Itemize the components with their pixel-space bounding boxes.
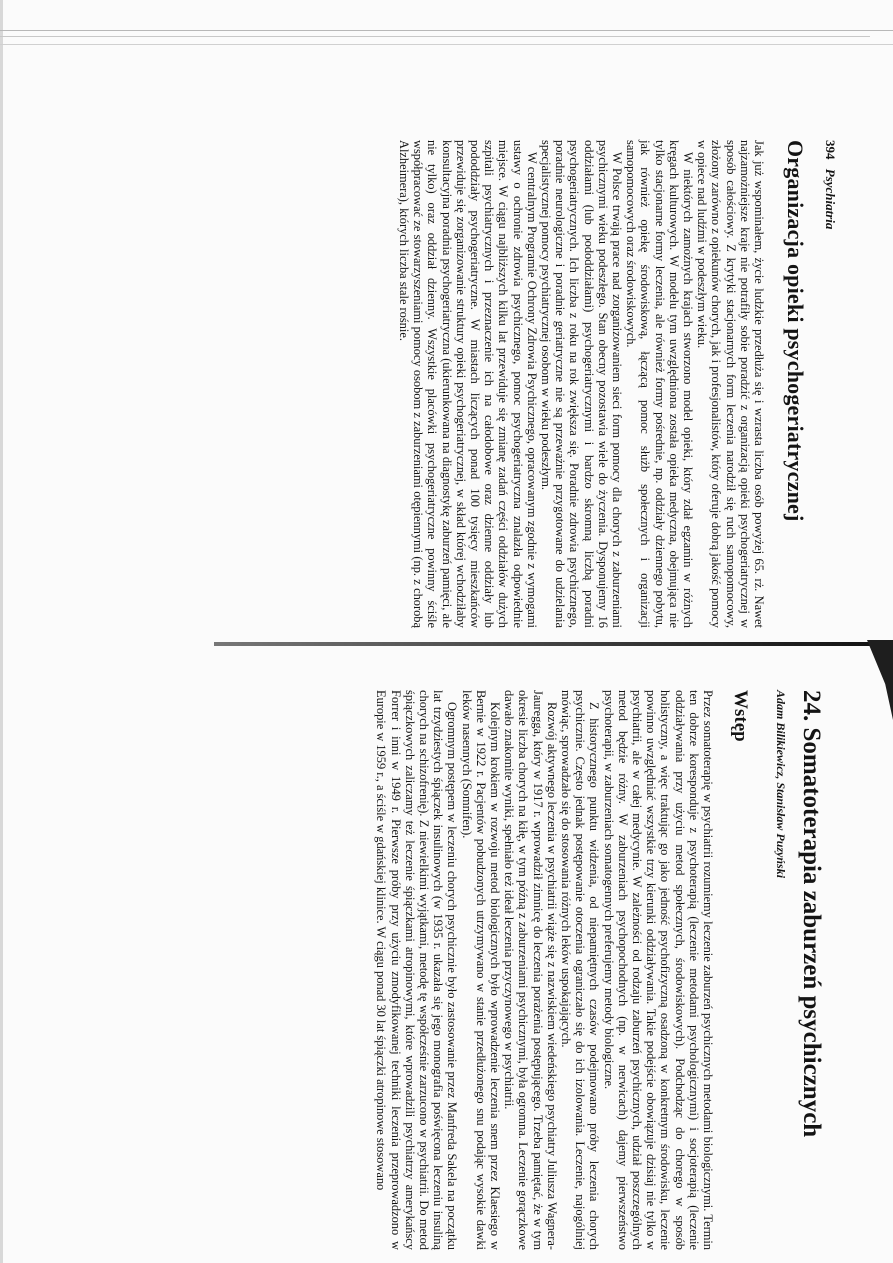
paragraph: Rozwój aktywnego leczenia w psychiatrii wiąże się z nazwiskiem wiedeńskiego psychiatry Juliusza Wagnera-Jauregga, który w 1917 r. wprowadził zimnicę do leczenia porażenia postępującego. Trzeba pamiętać, że w tym okresie liczba chorych na kiłę, w tym późną z zaburzeniami psychicznymi, była ogromna. Leczenie gorączkowe dawało znakomite wyniki, spełniało też ideał leczenia przyczynowego w psychiatrii.: [502, 690, 559, 1250]
chapter-title: 24. Somatoterapia zaburzeń psychicznych: [798, 690, 825, 1138]
bottom-page: [210, 690, 825, 1250]
binding-shadow: [867, 640, 893, 720]
scan-line: [0, 44, 893, 45]
page-number: 394: [823, 140, 838, 160]
scan-edge: [0, 0, 3, 1263]
paragraph: Ogromnym postępem w leczeniu chorych psychicznie było zastosowanie przez Manfreda Sakela na początku lat trzydziestych śpiączek insulinowych (w 1935 r. ukazała się jego monografia poświęcona leczeniu insuliną chorych na schizofrenię). Z niewielkimi wyjątkami, metodę tę współcześnie zarzucono w psychiatrii. Do metod śpiączkowych zaliczamy też leczenie śpiączkami atropinowymi, które wprowadzili psychiatrzy amerykańscy Forrer i inni w 1949 r. Pierwsze próby przy użyciu zmodyfikowanej techniki leczenia przeprowadzono w Europie w 1959 r., a ściśle w gdańskiej klinice. W ciągu ponad 30 lat śpiączki atropinowe stosowano: [374, 690, 460, 1250]
body-text: [397, 140, 766, 628]
section-title: Wstęp: [730, 690, 751, 742]
running-head-title: Psychiatria: [823, 168, 838, 230]
section-title: Organizacja opieki psychogeriatrycznej: [783, 140, 808, 522]
scan-line: [0, 30, 893, 31]
body-text: [374, 690, 715, 1250]
paragraph: Kolejnym krokiem w rozwoju metod biologicznych było wprowadzenie leczenia snem przez Klaesiego w Bernie w 1922 r. Pacjentów pobudzonych utrzymywano w stanie przedłużonego snu podając wysokie dawki leków nasennych (Somnifen).: [459, 690, 502, 1250]
scan-line: [0, 36, 870, 37]
page-fold-shadow: [214, 642, 893, 646]
paragraph: Jak już wspominałem, życie ludzkie przedłuża się i wzrasta liczba osób powyżej 65. rż. Nawet najzamożniejsze kraje nie potrafiły sobie poradzić z organizacją opieki psychogeriatrycznej w sposób całościowy. Z krytyki stacjonarnych form leczenia narodził się ruch samopomocowy, złożony zarówno z opiekunów chorych, jak i profesjonalistów, który oferuje dobrą jakość pomocy w opiece nad ludźmi w podeszłym wieku.: [695, 140, 766, 628]
paragraph: Przez somatoterapię w psychiatrii rozumiemy leczenie zaburzeń psychicznych metodami biologicznymi. Termin ten dobrze koresponduje z psychoterapią (leczenie metodami psychologicznymi) i socjoterapią (leczenie oddziaływania przy użyciu metod społecznych, środowiskowych). Podchodząc do chorego w sposób holistyczny, a więc traktując go jako jedność psychofizyczną osadzoną w konkretnym środowisku, leczenie powinno uwzględniać wszystkie trzy kierunki oddziaływania. Takie podejście obowiązuje dzisiaj nie tylko w psychiatrii, ale w całej medycynie. W zależności od rodzaju zaburzeń psychicznych, udział poszczególnych metod będzie różny. W zaburzeniach psychopochodnych (np. w nerwicach) dajemy pierwszeństwo psychoterapii, w zaburzeniach somatogennych preferujemy metody biologiczne.: [601, 690, 715, 1250]
chapter-authors: Adam Bilikiewicz, Stanisław Puzyński: [774, 690, 788, 879]
paragraph: W niektórych zamożnych krajach stworzono model opieki, który zdał egzamin w różnych kręgach kulturowych. W modelu tym uwzględniona została opieka medyczna, obejmująca nie tylko stacjonarne formy leczenia, ale również formy pośrednie, np. oddziały dziennego pobytu, jak również opiekę środowiskową, łączącą pomoc służb społecznych i organizacji samopomocowych oraz środowiskowych.: [624, 140, 695, 628]
paragraph: W centralnym Programie Ochrony Zdrowia Psychicznego, opracowanym zgodnie z wymogami ustawy o ochronie zdrowia psychicznego, pomoc psychogeriatryczna znalazła odpowiednie miejsce. W ciągu najbliższych kilku lat przewiduje się zmianę zadań części oddziałów dużych szpitali psychiatrycznych i przeznaczenie ich na całodobowe oraz dzienne oddziały lub pododdziały psychogeriatryczne. W miastach liczących ponad 100 tysięcy mieszkańców przewiduje się zorganizowanie struktury opieki psychogeriatrycznej, w skład której wchodziłaby konsultacyjna poradnia psychogeriatryczna (ukierunkowana na diagnostykę zaburzeń pamięci, ale nie tylko) oraz oddział dzienny. Wszystkie placówki psychogeriatryczne powinny ściśle współpracować ze stowarzyszeniami pomocy osobom z zaburzeniami otępiennymi (np. z chorobą Alzheimera), których liczba stale rośnie.: [396, 140, 539, 628]
paragraph: W Polsce trwają prace nad zorganizowaniem sieci form pomocy dla chorych z zaburzeniami psychicznymi wieku podeszłego. Stan obecny pozostawia wiele do życzenia. Dysponujemy 16 oddziałami (lub pododdziałami) psychogeriatrycznymi i bardzo skromną liczbą poradni psychogeriatrycznych. Ich liczba z roku na rok zwiększa się. Poradnie zdrowia psychicznego, poradnie neurologiczne i poradnie geriatryczne nie są przeważnie przygotowane do udzielania specjalistycznej pomocy psychiatrycznej osobom w wieku podeszłym.: [538, 140, 624, 628]
running-head: [822, 140, 838, 628]
top-page: [258, 140, 838, 628]
paragraph: Z historycznego punktu widzenia, od niepamiętnych czasów podejmowano próby leczenia chorych psychicznie. Często jednak postępowanie otoczenia ograniczało się do ich izolowania. Leczenie, najogólniej mówiąc, sprowadzało się do stosowania różnych leków uspokajających.: [558, 690, 602, 1250]
